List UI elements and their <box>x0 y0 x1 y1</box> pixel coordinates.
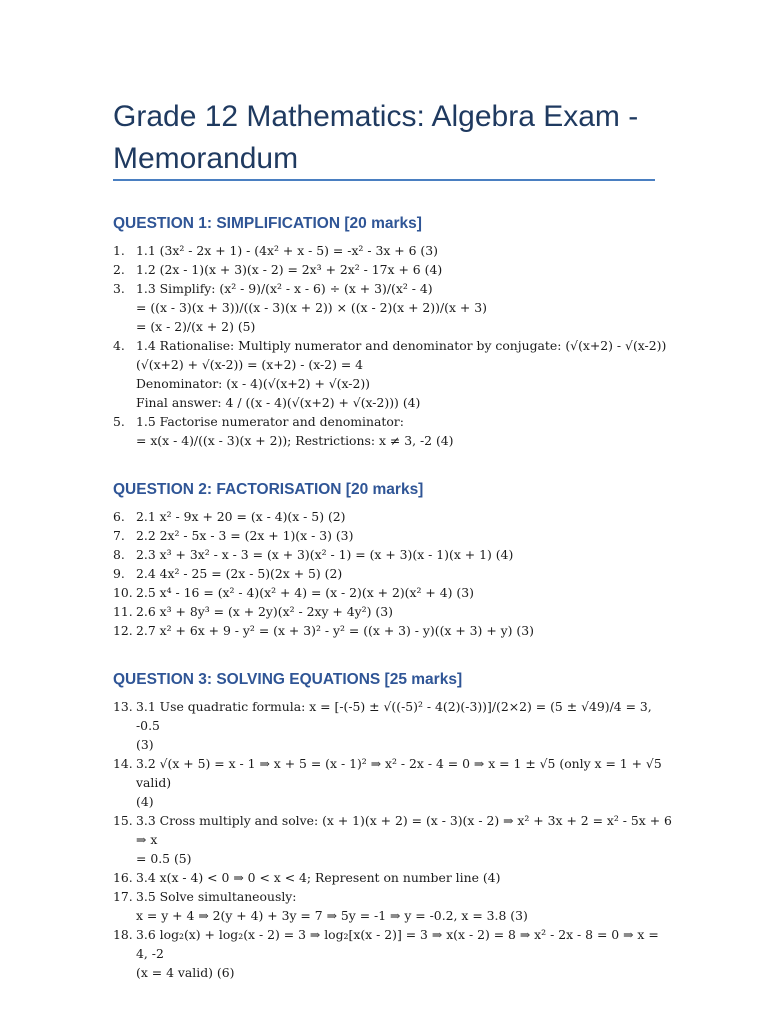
answer-line: 1.3 Simplify: (x² - 9)/(x² - x - 6) ÷ (x + 3)/(x² - 4) <box>136 281 433 296</box>
question-item <box>113 887 673 925</box>
question-number: 2. <box>113 262 125 277</box>
section-question-2 <box>113 479 673 640</box>
section-heading: QUESTION 1: SIMPLIFICATION [20 marks] <box>113 215 422 232</box>
question-number: 5. <box>113 414 125 429</box>
question-item <box>113 811 676 868</box>
answer-line: Final answer: 4 / ((x - 4)(√(x+2) + √(x-2))) (4) <box>136 395 421 410</box>
question-item <box>113 412 673 450</box>
question-item <box>113 602 673 621</box>
section-heading: QUESTION 2: FACTORISATION [20 marks] <box>113 481 424 498</box>
question-item <box>113 507 673 526</box>
question-item <box>113 545 673 564</box>
question-number: 14. <box>113 756 133 771</box>
answer-line: x = y + 4 ⇒ 2(y + 4) + 3y = 7 ⇒ 5y = -1 ⇒ y = -0.2, x = 3.8 (3) <box>136 908 528 923</box>
answer-line: 2.6 x³ + 8y³ = (x + 2y)(x² - 2xy + 4y²) (3) <box>136 604 393 619</box>
question-number: 10. <box>113 585 133 600</box>
question-item <box>113 925 673 982</box>
question-item <box>113 583 673 602</box>
question-number: 1. <box>113 243 125 258</box>
answer-line: 2.1 x² - 9x + 20 = (x - 4)(x - 5) (2) <box>136 509 346 524</box>
question-item <box>113 868 673 887</box>
answer-line: (3) <box>136 737 154 752</box>
section-question-3 <box>113 669 676 982</box>
answer-line: 1.4 Rationalise: Multiply numerator and denominator by conjugate: (√(x+2) - √(x-2)) <box>136 338 667 353</box>
answer-line: = x(x - 4)/((x - 3)(x + 2)); Restrictions: x ≠ 3, -2 (4) <box>136 433 454 448</box>
question-list <box>113 697 676 982</box>
question-item <box>113 754 673 811</box>
question-number: 8. <box>113 547 125 562</box>
question-number: 7. <box>113 528 125 543</box>
title-underline <box>113 179 655 181</box>
question-number: 16. <box>113 870 133 885</box>
question-number: 3. <box>113 281 125 296</box>
question-number: 12. <box>113 623 133 638</box>
question-number: 9. <box>113 566 125 581</box>
question-number: 15. <box>113 813 133 828</box>
answer-line: = 0.5 (5) <box>136 851 192 866</box>
question-list <box>113 241 673 450</box>
question-item <box>113 336 673 412</box>
question-item <box>113 279 673 336</box>
answer-line: 2.3 x³ + 3x² - x - 3 = (x + 3)(x² - 1) = (x + 3)(x - 1)(x + 1) (4) <box>136 547 514 562</box>
answer-line: 3.6 log₂(x) + log₂(x - 2) = 3 ⇒ log₂[x(x - 2)] = 3 ⇒ x(x - 2) = 8 ⇒ x² - 2x - 8 = 0 ⇒ x = 4, -2 <box>136 927 663 961</box>
answer-line: = ((x - 3)(x + 3))/((x - 3)(x + 2)) × ((x - 2)(x + 2))/(x + 3) <box>136 300 487 315</box>
question-number: 18. <box>113 927 133 942</box>
answer-line: 1.1 (3x² - 2x + 1) - (4x² + x - 5) = -x² - 3x + 6 (3) <box>136 243 438 258</box>
answer-line: 2.5 x⁴ - 16 = (x² - 4)(x² + 4) = (x - 2)(x + 2)(x² + 4) (3) <box>136 585 474 600</box>
answer-line: 2.7 x² + 6x + 9 - y² = (x + 3)² - y² = ((x + 3) - y)((x + 3) + y) (3) <box>136 623 534 638</box>
question-item <box>113 564 673 583</box>
question-item <box>113 526 673 545</box>
question-item <box>113 621 673 640</box>
question-number: 11. <box>113 604 133 619</box>
question-number: 4. <box>113 338 125 353</box>
answer-line: = (x - 2)/(x + 2) (5) <box>136 319 256 334</box>
answer-line: (√(x+2) + √(x-2)) = (x+2) - (x-2) = 4 <box>136 357 364 372</box>
answer-line: Denominator: (x - 4)(√(x+2) + √(x-2)) <box>136 376 371 391</box>
question-number: 6. <box>113 509 125 524</box>
question-list <box>113 507 673 640</box>
document-title-line2: Memorandum <box>113 142 299 175</box>
question-number: 17. <box>113 889 133 904</box>
document-title-line1: Grade 12 Mathematics: Algebra Exam - <box>113 100 639 133</box>
answer-line: 3.5 Solve simultaneously: <box>136 889 297 904</box>
section-heading: QUESTION 3: SOLVING EQUATIONS [25 marks] <box>113 671 463 688</box>
section-question-1 <box>113 213 673 450</box>
document-title <box>113 96 673 180</box>
question-item <box>113 241 673 260</box>
question-item <box>113 697 673 754</box>
answer-line: 1.2 (2x - 1)(x + 3)(x - 2) = 2x³ + 2x² - 17x + 6 (4) <box>136 262 443 277</box>
answer-line: (x = 4 valid) (6) <box>136 965 235 980</box>
answer-line: 2.2 2x² - 5x - 3 = (2x + 1)(x - 3) (3) <box>136 528 354 543</box>
answer-line: 3.1 Use quadratic formula: x = [-(-5) ± √((-5)² - 4(2)(-3))]/(2×2) = (5 ± √49)/4 = 3, -0.5 <box>136 699 656 733</box>
question-item <box>113 260 673 279</box>
answer-line: (4) <box>136 794 154 809</box>
answer-line: 3.3 Cross multiply and solve: (x + 1)(x + 2) = (x - 3)(x - 2) ⇒ x² + 3x + 2 = x² - 5x + 6 ⇒ x <box>136 813 676 847</box>
answer-line: 3.4 x(x - 4) < 0 ⇒ 0 < x < 4; Represent on number line (4) <box>136 870 501 885</box>
question-number: 13. <box>113 699 133 714</box>
answer-line: 2.4 4x² - 25 = (2x - 5)(2x + 5) (2) <box>136 566 343 581</box>
answer-line: 3.2 √(x + 5) = x - 1 ⇒ x + 5 = (x - 1)² ⇒ x² - 2x - 4 = 0 ⇒ x = 1 ± √5 (only x = 1 + √5 valid) <box>136 756 666 790</box>
answer-line: 1.5 Factorise numerator and denominator: <box>136 414 404 429</box>
